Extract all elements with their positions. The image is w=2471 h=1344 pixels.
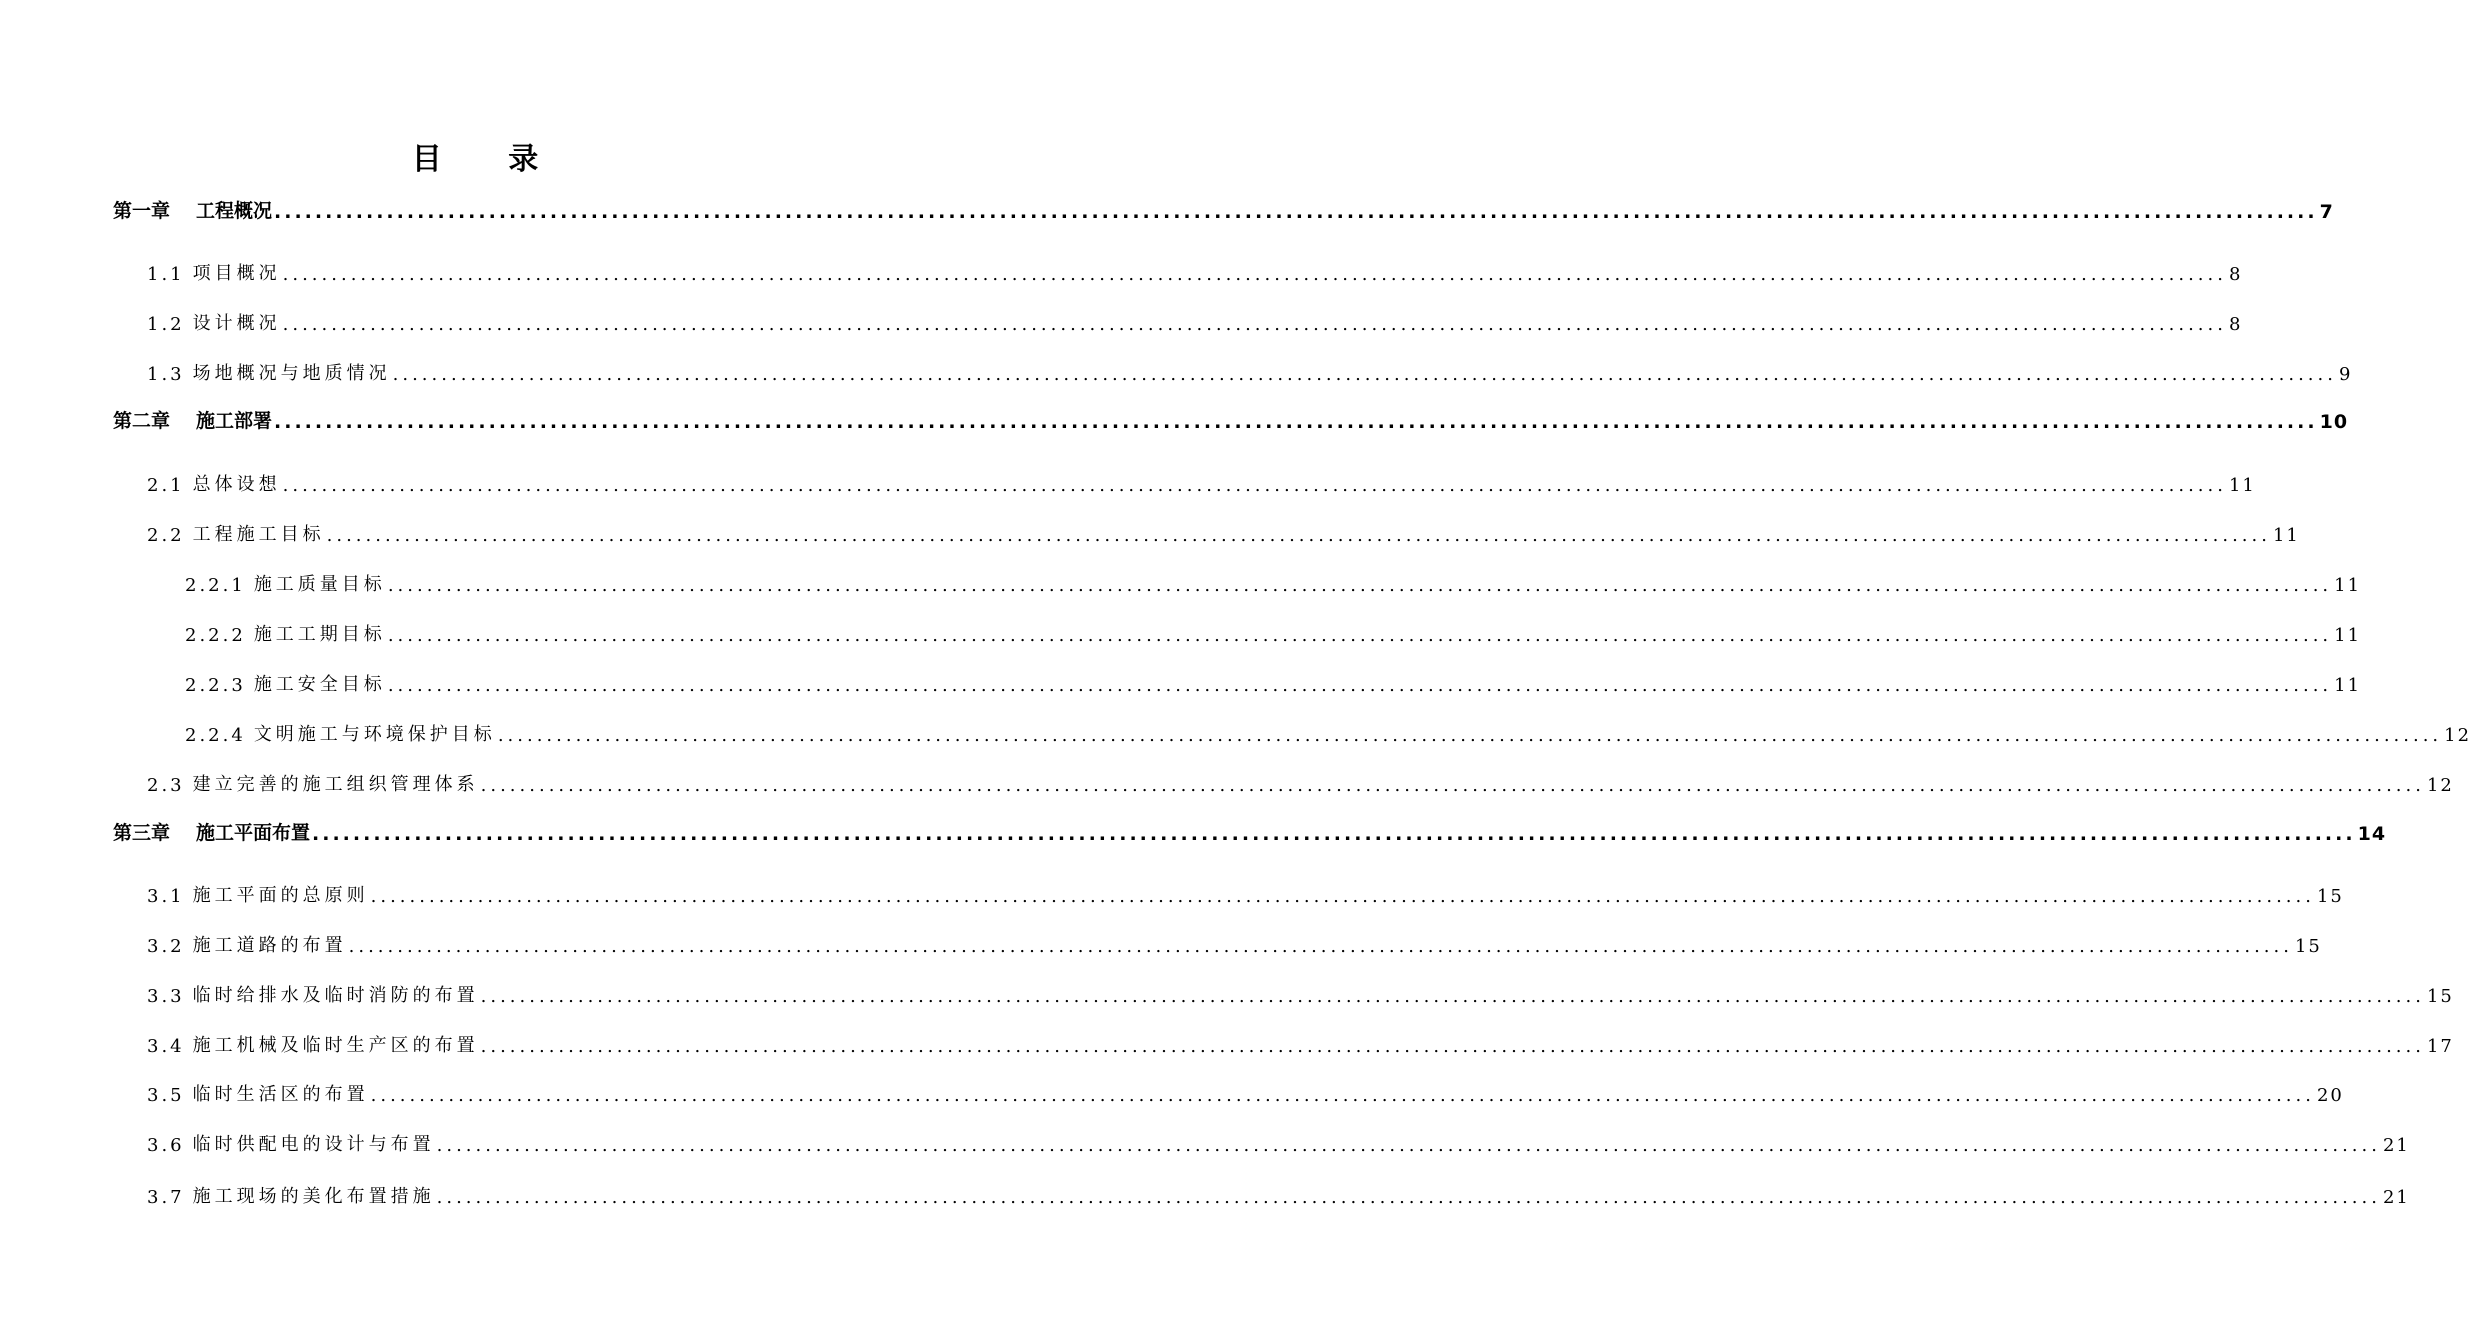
toc-entry-label: 场地概况与地质情况: [192, 363, 391, 384]
toc-entry-label: 施工机械及临时生产区的布置: [192, 1035, 479, 1056]
toc-entry-1-3[interactable]: [147, 355, 2353, 385]
toc-entry-page: 8: [2228, 264, 2243, 285]
toc-entry-label: 施工平面布置: [196, 822, 311, 844]
toc-entry-number: 3.5: [147, 1085, 185, 1106]
toc-entry-number: 2.1: [147, 475, 185, 496]
toc-entry-page: 10: [2319, 411, 2349, 433]
toc-entry-number: 1.3: [147, 364, 185, 385]
toc-entry-number: 3.7: [147, 1187, 185, 1208]
toc-entry-page: 11: [2228, 475, 2256, 496]
toc-entry-page: 20: [2316, 1085, 2344, 1106]
toc-entry-chapter-1[interactable]: [113, 193, 2334, 223]
dot-leader: ........................................................................................................................................................................................................: [497, 725, 2443, 746]
toc-entry-page: 15: [2316, 886, 2344, 907]
toc-entry-page: 9: [2338, 364, 2353, 385]
toc-entry-label: 总体设想: [192, 474, 281, 495]
toc-entry-3-3[interactable]: [147, 977, 2454, 1007]
toc-entry-number: 第一章: [113, 200, 171, 222]
toc-entry-3-6[interactable]: [147, 1126, 2410, 1156]
toc-entry-label: 施工安全目标: [253, 674, 386, 695]
toc-entry-page: 11: [2334, 625, 2362, 646]
toc-entry-number: 3.3: [147, 986, 185, 1007]
toc-entry-page: 8: [2228, 314, 2243, 335]
toc-entry-3-4[interactable]: [147, 1027, 2454, 1057]
dot-leader: ........................................................................................................................................................................................................: [480, 1036, 2425, 1057]
toc-entry-page: 15: [2294, 936, 2322, 957]
toc-entry-number: 第二章: [113, 410, 171, 432]
dot-leader: ........................................................................................................................................................................................................: [326, 525, 2271, 546]
dot-leader: ........................................................................................................................................................................................................: [282, 475, 2227, 496]
toc-entry-label: 临时供配电的设计与布置: [192, 1134, 435, 1155]
toc-entry-page: 15: [2426, 986, 2454, 1007]
toc-entry-3-5[interactable]: [147, 1076, 2344, 1106]
toc-entry-label: 临时生活区的布置: [192, 1084, 369, 1105]
toc-entry-chapter-2[interactable]: [113, 403, 2349, 433]
dot-leader: ........................................................................................................................................................................................................: [282, 314, 2227, 335]
dot-leader: ........................................................................................................................................................................................................: [436, 1135, 2381, 1156]
dot-leader: ........................................................................................................................................................................................................: [392, 364, 2337, 385]
toc-entry-2-2-2[interactable]: [185, 616, 2362, 646]
toc-entry-number: 2.2.2: [185, 625, 246, 646]
toc-entry-page: 17: [2426, 1036, 2454, 1057]
toc-entry-2-2-3[interactable]: [185, 666, 2362, 696]
toc-entry-page: 12: [2426, 775, 2454, 796]
toc-entry-chapter-3[interactable]: [113, 815, 2387, 845]
toc-entry-number: 2.3: [147, 775, 185, 796]
toc-entry-page: 11: [2334, 675, 2362, 696]
toc-entry-3-1[interactable]: [147, 877, 2344, 907]
toc-entry-number: 2.2: [147, 525, 185, 546]
toc-entry-number: 1.2: [147, 314, 185, 335]
toc-entry-page: 21: [2382, 1187, 2410, 1208]
toc-entry-2-2-4[interactable]: [185, 716, 2471, 746]
toc-entry-3-2[interactable]: [147, 927, 2322, 957]
toc-entry-1-2[interactable]: [147, 305, 2243, 335]
toc-entry-label: 施工质量目标: [253, 574, 386, 595]
dot-leader: ........................................................................................................................................................................................................: [480, 775, 2425, 796]
toc-entry-number: 第三章: [113, 822, 171, 844]
toc-entry-page: 14: [2357, 823, 2387, 845]
toc-entry-label: 施工部署: [196, 410, 273, 432]
toc-entry-page: 11: [2272, 525, 2300, 546]
toc-entry-label: 项目概况: [192, 263, 281, 284]
toc-entry-page: 11: [2334, 575, 2362, 596]
toc-entry-number: 3.1: [147, 886, 185, 907]
toc-entry-number: 2.2.4: [185, 725, 246, 746]
toc-entry-label: 施工工期目标: [253, 624, 386, 645]
toc-entry-1-1[interactable]: [147, 255, 2243, 285]
dot-leader: ........................................................................................................................................................................................................: [348, 936, 2293, 957]
dot-leader: ........................................................................................................................................................................................................: [480, 986, 2425, 1007]
toc-entry-page: 21: [2382, 1135, 2410, 1156]
dot-leader: ........................................................................................................................................................................................................: [312, 823, 2356, 845]
dot-leader: ........................................................................................................................................................................................................: [387, 575, 2333, 596]
toc-title: 目 录: [411, 142, 567, 177]
dot-leader: ........................................................................................................................................................................................................: [282, 264, 2227, 285]
toc-entry-number: 3.2: [147, 936, 185, 957]
toc-entry-label: 设计概况: [192, 313, 281, 334]
toc-entry-number: 2.2.3: [185, 675, 246, 696]
toc-entry-2-3[interactable]: [147, 766, 2454, 796]
toc-entry-2-2[interactable]: [147, 516, 2300, 546]
toc-entry-page: 12: [2444, 725, 2471, 746]
dot-leader: ........................................................................................................................................................................................................: [370, 1085, 2315, 1106]
toc-entry-page: 7: [2319, 201, 2334, 223]
dot-leader: ........................................................................................................................................................................................................: [387, 675, 2333, 696]
dot-leader: ........................................................................................................................................................................................................: [370, 886, 2315, 907]
toc-entry-label: 临时给排水及临时消防的布置: [192, 985, 479, 1006]
dot-leader: ........................................................................................................................................................................................................: [274, 411, 2318, 433]
toc-entry-label: 工程施工目标: [192, 524, 325, 545]
dot-leader: ........................................................................................................................................................................................................: [436, 1187, 2381, 1208]
toc-entry-3-7[interactable]: [147, 1178, 2410, 1208]
toc-entry-label: 文明施工与环境保护目标: [253, 724, 496, 745]
toc-entry-number: 2.2.1: [185, 575, 246, 596]
toc-entry-2-1[interactable]: [147, 466, 2256, 496]
toc-entry-label: 施工平面的总原则: [192, 885, 369, 906]
dot-leader: ........................................................................................................................................................................................................: [274, 201, 2318, 223]
toc-entry-2-2-1[interactable]: [185, 566, 2362, 596]
toc-entry-label: 工程概况: [196, 200, 273, 222]
toc-entry-label: 建立完善的施工组织管理体系: [192, 774, 479, 795]
toc-entry-number: 3.6: [147, 1135, 185, 1156]
toc-entry-number: 1.1: [147, 264, 185, 285]
toc-entry-label: 施工现场的美化布置措施: [192, 1186, 435, 1207]
dot-leader: ........................................................................................................................................................................................................: [387, 625, 2333, 646]
toc-entry-label: 施工道路的布置: [192, 935, 347, 956]
toc-entry-number: 3.4: [147, 1036, 185, 1057]
